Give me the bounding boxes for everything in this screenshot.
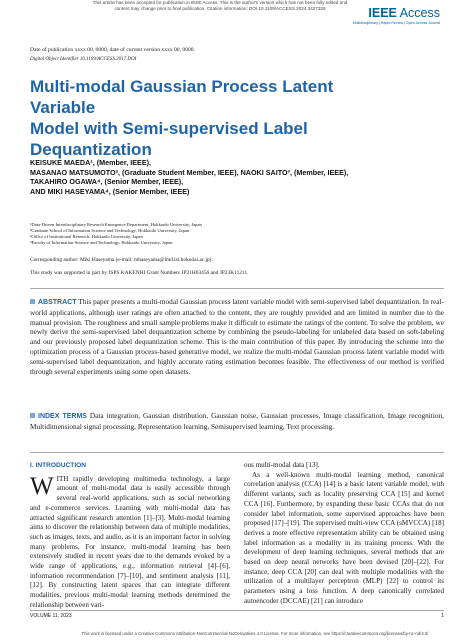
right-column: [244, 461, 444, 607]
page-number: 1: [441, 613, 444, 619]
index-terms-text: Data integration, Gaussian distribution, Gaussian noise, Gaussian processes, Image classification, Image recognition, Multidimensional signal processing, Representation learning, Semisupervised learning, Text processing.: [30, 411, 444, 431]
logo-tagline: Multidisciplinary | Rapid Review | Open Access Journal: [352, 21, 440, 25]
author-list: [30, 158, 440, 196]
affiliation-3: ³Office of Institutional Research, Hokkaido University, Japan: [30, 234, 143, 239]
abstract-text: This paper presents a multi-modal Gaussian process latent variable model with semi-supervised label dequantization. In real-world applications, although user ratings are often attached to the content, they are roughly provided and are limited in number due to the manual provision. The roughness and small sample problems make it difficult to estimate the ratings of the content. To solve the problem, we newly derive the semi-supervised label dequantization scheme by combining the pseudo-labeling for unlabeled data based on soft-labeling and our previously proposed label dequantization scheme. This is the main contribution of this paper. By introducing the scheme into the optimization process of a Gaussian process-based generative model, we realize the multi-modal Gaussian process latent variable model with semi-supervised label dequantization, and highly accurate rating estimation becomes feasible. The effectiveness of our method is verified through several experiments using some open datasets.: [30, 297, 444, 376]
abstract-top-rule: [30, 288, 444, 289]
author-line1: KEISUKE MAEDA¹, (Member, IEEE),: [30, 158, 152, 167]
funding-note: This study was supported in part by JSPS KAKENHI Grant Numbers JP21H03456 and JP23K11211.: [30, 270, 249, 276]
paper-title: [30, 76, 360, 160]
publication-date: Date of publication xxxx 00, 0000, date of current version xxxx 00, 0000.: [30, 47, 195, 53]
author-line4: AND MIKI HASEYAMA⁴, (Senior Member, IEEE): [30, 186, 190, 196]
title-line3: Dequantization: [30, 140, 152, 159]
publication-info: [30, 46, 195, 64]
index-terms-square-icon: [30, 413, 35, 418]
affiliation-2: ²Graduate School of Information Science and Technology, Hokkaido University, Japan: [30, 228, 190, 233]
intro-paragraph-1: [30, 472, 230, 611]
author-line3: TAKAHIRO OGAWA⁴, (Senior Member, IEEE),: [30, 177, 184, 187]
volume-label: VOLUME 11, 2023: [30, 613, 72, 619]
index-terms: [30, 411, 444, 432]
logo-ieee: IEEE: [368, 6, 397, 20]
abstract-square-icon: [30, 299, 35, 304]
title-line1: Multi-modal Gaussian Process Latent Variable: [30, 77, 334, 117]
intro-paragraph-1-text: ITH rapidly developing multimedia technology, a large amount of multi-modal data is easily accessible through several real-world applications, such as social networking and e-commerce services. Learning with multi-modal data has attracted significant research attention [1]–[3]. Multi-modal learning aims to discover the relationship between data of multiple modalities, such as images, texts, and audio, as it is an important factor in solving many problems. For instance, multi-modal learning has been extensively studied in recent years due to the demands evoked by a wide range of applications, e.g., information retrieval [4]–[6], information recommendation [7]–[10], and sentiment analysis [11], [12]. By constructing latent spaces that can integrate different modalities, previous multi-modal learning methods determined the relationship between vari-: [30, 474, 230, 609]
doi-line: Digital Object Identifier 10.1109/ACCESS.2017.DOI: [30, 57, 137, 62]
abstract-heading: ABSTRACT: [38, 299, 77, 306]
affiliation-4: ⁴Faculty of Information Science and Technology, Hokkaido University, Japan: [30, 240, 173, 245]
author-line2: MASANAO MATSUMOTO², (Graduate Student Member, IEEE), NAOKI SAITO³, (Member, IEEE),: [30, 167, 349, 177]
index-terms-heading: INDEX TERMS: [38, 413, 87, 420]
logo-access: Access: [399, 6, 440, 20]
license-notice: This work is licensed under a Creative Commons Attribution-NonCommercial-NoDerivatives 4.0 License. For more information, see https://creativecommons.org/licenses/by-nc-nd/4.0/: [81, 631, 429, 636]
section-divider: [30, 452, 444, 453]
affiliation-1: ¹Data-Driven Interdisciplinary Research Emergence Department, Hokkaido University, Japan: [30, 222, 202, 227]
left-column: [30, 461, 230, 611]
acceptance-notice: [70, 0, 370, 12]
intro-continuation: ous multi-modal data [13].: [244, 461, 320, 469]
ieee-access-logo: [353, 7, 440, 25]
intro-paragraph-2: As a well-known multi-modal learning method, canonical correlation analysis (CCA) [14] is a basic latent variable model, with different variants, such as locality preserving CCA [15] and kernel CCA [16]. Furthermore, by expanding these basic CCAs that do not consider label information, some supervised approaches have been proposed [17]–[19]. The supervised multi-view CCA (sMVCCA) [18] derives a more effective representation ability can be obtained using label information as a modality in its training process. With the development of deep learning techniques, several methods that are based on deep neural networks have been devised [20]–[22]. For instance, deep CCA [20] can deal with multiple modalities with the utilization of a multilayer perceptron (MLP) [22] to control its parameters using a loss function. A deep canonically correlated autoencoder (DCCAE) [21] can introduce: [244, 470, 444, 605]
title-line2: Model with Semi-supervised Label: [30, 119, 308, 138]
intro-heading: I. INTRODUCTION: [30, 462, 87, 469]
corresponding-author: Corresponding author: Miki Haseyama (e-mail: mhaseyama@lmd.ist.hokudai.ac.jp).: [30, 257, 213, 263]
drop-cap: W: [30, 472, 54, 500]
acceptance-notice-line2: content may change prior to final publication. Citation information: DOI 10.1109/ACCESS.2024.3427328: [114, 6, 326, 12]
logo-wordmark: [353, 7, 440, 20]
affiliations: [30, 222, 202, 246]
acceptance-notice-line1: This article has been accepted for publication in IEEE Access. This is the author's version which has not been fully edited and: [92, 0, 348, 5]
footer-rule: [30, 610, 444, 611]
abstract: [30, 297, 444, 376]
